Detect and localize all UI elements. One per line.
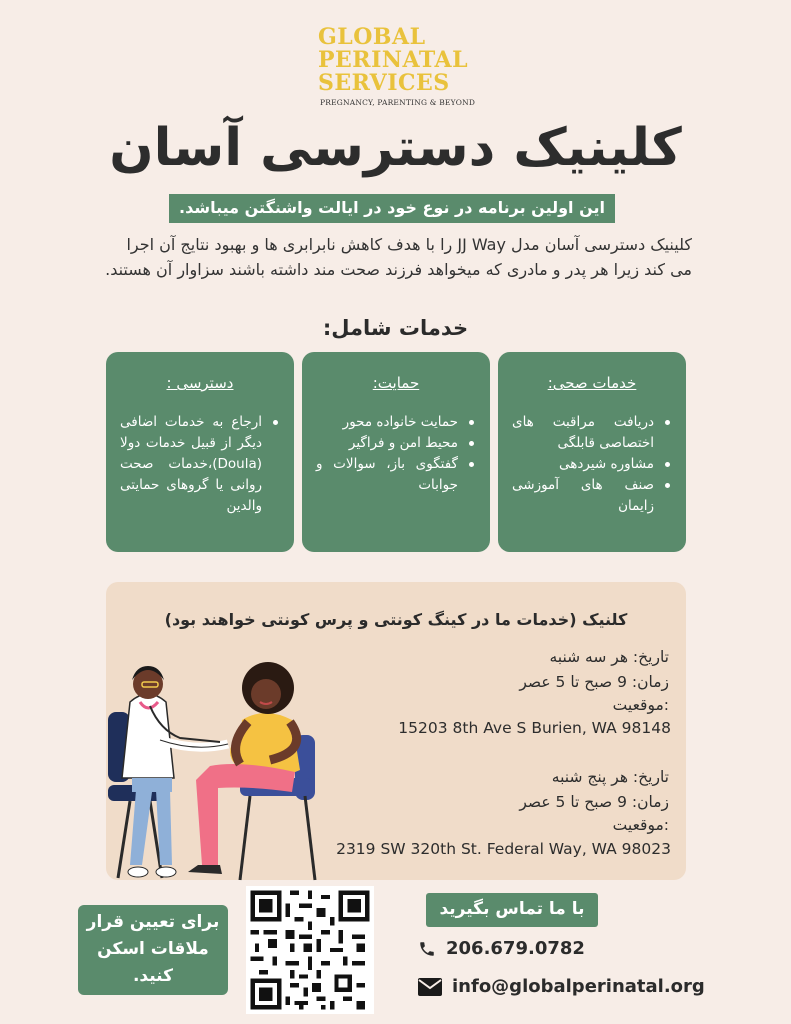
list-item: ارجاع به خدمات اضافی دیگر از قبیل خدمات دولا (Doula)،خدمات صحت روانی یا گروهای حمایتی والدین (120, 412, 280, 517)
card-list (120, 412, 280, 517)
contact-us-badge: با ما تماس بگیرید (426, 893, 598, 927)
clinic-heading: کلنیک (خدمات ما در کینگ کونتی و پرس کونتی خواهند بود) (164, 610, 628, 629)
qr-code-icon[interactable] (246, 886, 374, 1014)
services-heading: خدمات شامل: (322, 316, 469, 340)
location-2-time: زمان: 9 صبح تا 5 عصر (519, 793, 669, 811)
mail-icon (418, 978, 442, 996)
card-title: خدمات صحی: (547, 374, 637, 392)
email-row[interactable] (418, 976, 705, 997)
logo (300, 26, 490, 114)
logo-line-1 (300, 26, 490, 49)
logo-line-3: SERVICES (318, 70, 450, 96)
location-2-address: 2319 SW 320th St. Federal Way, WA 98023 (336, 840, 671, 858)
phone-icon (418, 939, 436, 959)
location-1-address: 15203 8th Ave S Burien, WA 98148 (398, 719, 671, 737)
location-1-label: :موقعیت (612, 696, 669, 714)
intro-paragraph: کلینیک دسترسی آسان مدل JJ Way را با هدف کاهش نابرابری ها و بهبود نتایج آن اجرا می کند زیرا هر پدر و مادری که میخواهد فرزند صحت مند داشته باشند سزاوار آن هستند. (105, 235, 692, 279)
phone-number: 206.679.0782 (446, 938, 585, 959)
service-card-health (498, 352, 686, 552)
page-title: کلینیک دسترسی آسان (109, 118, 682, 178)
location-2-date: تاریخ: هر پنج شنبه (551, 768, 669, 786)
service-card-access (106, 352, 294, 552)
logo-line-2: PERINATAL (318, 47, 469, 73)
list-item: مشاوره شیردهی (512, 454, 672, 475)
logo-tagline: PREGNANCY, PARENTING & BEYOND (320, 98, 476, 107)
card-title: حمایت: (372, 374, 420, 392)
list-item: حمایت خانواده محور (316, 412, 476, 433)
location-1-time: زمان: 9 صبح تا 5 عصر (519, 673, 669, 691)
logo-text-global: GLOBAL (318, 24, 426, 50)
scan-to-book-badge: برای تعیین قرار ملاقات اسکن کنید. (78, 905, 228, 995)
highlight-banner: این اولین برنامه در نوع خود در ایالت واشنگتن میباشد. (169, 194, 615, 223)
card-list (316, 412, 476, 496)
list-item: محیط امن و فراگیر (316, 433, 476, 454)
location-2-label: :موقعیت (612, 816, 669, 834)
list-item: دریافت مراقبت های اختصاصی قابلگی (512, 412, 672, 454)
service-card-support (302, 352, 490, 552)
location-1-date: تاریخ: هر سه شنبه (549, 648, 669, 666)
email-address: info@globalperinatal.org (452, 976, 705, 997)
list-item: صنف های آموزشی زایمان (512, 475, 672, 517)
card-list (512, 412, 672, 517)
list-item: گفتگوی باز، سوالات و جوابات (316, 454, 476, 496)
clinic-illustration (100, 660, 325, 890)
card-title: دسترسی : (166, 374, 234, 392)
phone-row[interactable] (418, 938, 585, 959)
